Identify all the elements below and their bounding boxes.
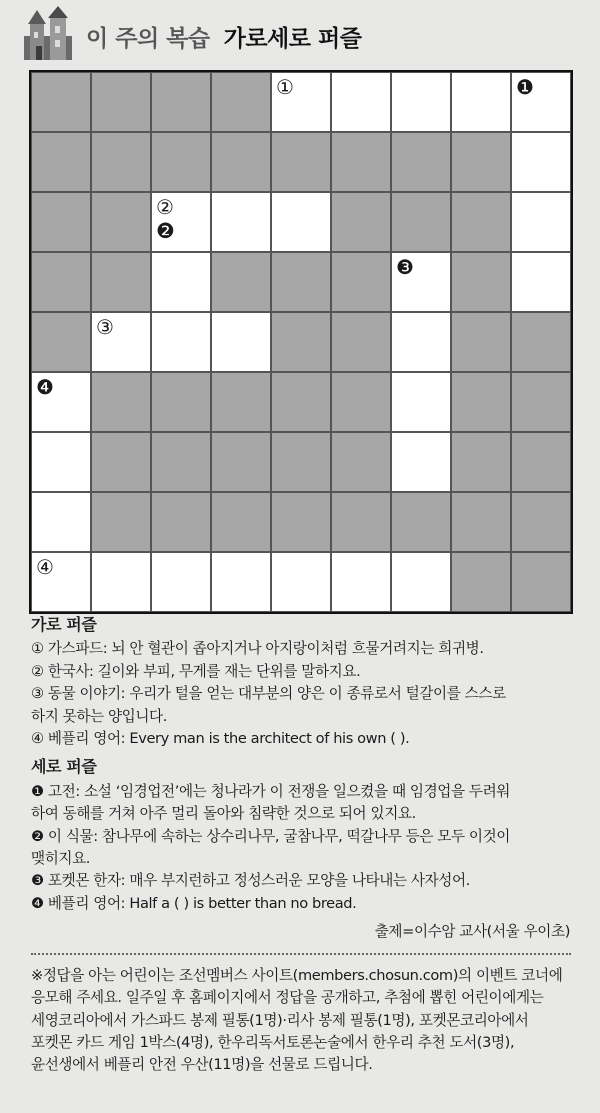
blocked-cell (451, 192, 511, 252)
blocked-cell (91, 132, 151, 192)
blocked-cell (271, 492, 331, 552)
blocked-cell (31, 252, 91, 312)
blocked-cell (151, 432, 211, 492)
clue-number: ❷ (156, 219, 175, 243)
notice-line: ※정답을 아는 어린이는 조선멤버스 사이트(members.chosun.com)의 이벤트 코너에 (31, 966, 563, 984)
blocked-cell (151, 372, 211, 432)
blocked-cell (391, 192, 451, 252)
blocked-cell (451, 372, 511, 432)
blocked-cell (91, 432, 151, 492)
notice-line: 세영코리아에서 가스파드 봉제 필통(1명)·리사 봉제 필통(1명), 포켓몬코리아에서 (31, 1011, 529, 1029)
blocked-cell (91, 72, 151, 132)
crossword-grid (29, 70, 573, 614)
blocked-cell (151, 132, 211, 192)
author-credit: 출제=이수암 교사(서울 우이초) (374, 923, 570, 941)
clues-section (31, 614, 576, 1077)
across-clue: ④ 베플리 영어: Every man is the architect of his own ( ). (31, 730, 410, 748)
notice-text (31, 965, 576, 1077)
blocked-cell (31, 312, 91, 372)
blocked-cell (331, 432, 391, 492)
down-heading: 세로 퍼즐 (31, 757, 97, 777)
blocked-cell (511, 372, 571, 432)
blocked-cell (151, 72, 211, 132)
across-clue: ① 가스파드: 뇌 안 혈관이 좁아지거나 아지랑이처럼 흐물거려지는 희귀병. (31, 640, 484, 658)
answer-cell[interactable] (31, 552, 91, 612)
answer-cell[interactable] (511, 72, 571, 132)
across-clue-list (31, 638, 576, 750)
blocked-cell (271, 372, 331, 432)
answer-cell[interactable] (511, 252, 571, 312)
down-clue: 하여 동해를 거쳐 아주 멀리 돌아와 침략한 것으로 되어 있지요. (31, 805, 416, 823)
blocked-cell (451, 252, 511, 312)
answer-cell[interactable] (391, 252, 451, 312)
blocked-cell (211, 432, 271, 492)
clue-number: ② (156, 195, 174, 219)
blocked-cell (271, 432, 331, 492)
blocked-cell (331, 192, 391, 252)
blocked-cell (271, 252, 331, 312)
answer-cell[interactable] (391, 432, 451, 492)
answer-cell[interactable] (391, 312, 451, 372)
page-title (86, 20, 361, 53)
castle-building-icon (22, 6, 74, 62)
clue-number: ❹ (36, 375, 54, 399)
blocked-cell (451, 492, 511, 552)
blocked-cell (211, 72, 271, 132)
blocked-cell (331, 252, 391, 312)
answer-cell[interactable] (91, 312, 151, 372)
blocked-cell (451, 552, 511, 612)
blocked-cell (91, 372, 151, 432)
answer-cell[interactable] (211, 192, 271, 252)
answer-cell[interactable] (271, 192, 331, 252)
down-clue-list (31, 781, 576, 915)
across-heading: 가로 퍼즐 (31, 615, 97, 634)
blocked-cell (511, 492, 571, 552)
blocked-cell (31, 192, 91, 252)
clue-number: ④ (36, 555, 54, 579)
down-clue: ❶ 고전: 소설 ‘임경업전’에는 청나라가 이 전쟁을 일으켰을 때 임경업을 두려워 (31, 782, 510, 800)
down-clue: ❹ 베플리 영어: Half a ( ) is better than no bread. (31, 894, 357, 912)
answer-cell[interactable] (151, 192, 211, 252)
down-clue: ❸ 포켓몬 한자: 매우 부지런하고 정성스러운 모양을 나타내는 사자성어. (31, 872, 470, 890)
blocked-cell (511, 312, 571, 372)
blocked-cell (211, 492, 271, 552)
answer-cell[interactable] (31, 372, 91, 432)
notice-line: 윤선생에서 베플리 안전 우산(11명)을 선물로 드립니다. (31, 1056, 373, 1074)
title-puzzle: 가로세로 퍼즐 (223, 26, 362, 52)
title-subject: 이 주의 복습 (86, 26, 210, 52)
answer-cell[interactable] (331, 552, 391, 612)
blocked-cell (211, 252, 271, 312)
blocked-cell (451, 132, 511, 192)
answer-cell[interactable] (331, 72, 391, 132)
answer-cell[interactable] (391, 552, 451, 612)
header (0, 0, 600, 66)
answer-cell[interactable] (271, 552, 331, 612)
clue-number: ❸ (396, 255, 414, 279)
down-clue: ❷ 이 식물: 참나무에 속하는 상수리나무, 굴참나무, 떡갈나무 등은 모두 이것이 (31, 827, 510, 845)
answer-cell[interactable] (91, 552, 151, 612)
blocked-cell (331, 132, 391, 192)
blocked-cell (271, 312, 331, 372)
answer-cell[interactable] (271, 72, 331, 132)
blocked-cell (511, 552, 571, 612)
notice-line: 응모해 주세요. 일주일 후 홈페이지에서 정답을 공개하고, 추첨에 뽑힌 어린이에게는 (31, 989, 544, 1007)
blocked-cell (211, 372, 271, 432)
blocked-cell (511, 432, 571, 492)
down-clue: 맺히지요. (31, 850, 91, 868)
answer-cell[interactable] (31, 432, 91, 492)
blocked-cell (331, 312, 391, 372)
across-clue: ② 한국사: 길이와 부피, 무게를 재는 단위를 말하지요. (31, 662, 361, 680)
across-clue: 하지 못하는 양입니다. (31, 707, 167, 725)
blocked-cell (91, 192, 151, 252)
blocked-cell (451, 312, 511, 372)
blocked-cell (91, 252, 151, 312)
blocked-cell (211, 132, 271, 192)
answer-cell[interactable] (211, 312, 271, 372)
blocked-cell (31, 132, 91, 192)
answer-cell[interactable] (151, 312, 211, 372)
blocked-cell (391, 492, 451, 552)
answer-cell[interactable] (451, 72, 511, 132)
blocked-cell (91, 492, 151, 552)
answer-cell[interactable] (511, 192, 571, 252)
answer-cell[interactable] (151, 552, 211, 612)
clue-number: ❶ (516, 75, 534, 99)
blocked-cell (391, 132, 451, 192)
answer-cell[interactable] (211, 552, 271, 612)
blocked-cell (451, 432, 511, 492)
answer-cell[interactable] (151, 252, 211, 312)
blocked-cell (151, 492, 211, 552)
answer-cell[interactable] (31, 492, 91, 552)
answer-cell[interactable] (391, 372, 451, 432)
dotted-divider (31, 953, 571, 955)
blocked-cell (331, 492, 391, 552)
across-clue: ③ 동물 이야기: 우리가 털을 얻는 대부분의 양은 이 종류로서 털갈이를 스스로 (31, 685, 506, 703)
clue-number: ③ (96, 315, 114, 339)
blocked-cell (331, 372, 391, 432)
answer-cell[interactable] (391, 72, 451, 132)
blocked-cell (31, 72, 91, 132)
clue-number: ① (276, 75, 294, 99)
blocked-cell (271, 132, 331, 192)
notice-line: 포켓몬 카드 게임 1박스(4명), 한우리독서토론논술에서 한우리 추천 도서(3명), (31, 1033, 515, 1051)
answer-cell[interactable] (511, 132, 571, 192)
